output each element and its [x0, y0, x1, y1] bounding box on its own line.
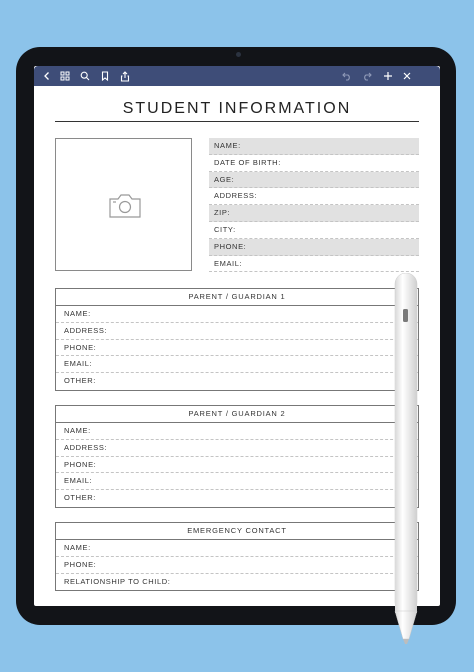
toolbar: [34, 66, 440, 86]
guardian1-email-field[interactable]: EMAIL:: [56, 356, 418, 373]
student-age-field[interactable]: AGE:: [209, 172, 419, 189]
guardian1-address-field[interactable]: ADDRESS:: [56, 323, 418, 340]
guardian1-phone-field[interactable]: PHONE:: [56, 340, 418, 357]
student-name-field[interactable]: NAME:: [209, 138, 419, 155]
student-zip-field[interactable]: ZIP:: [209, 205, 419, 222]
back-icon[interactable]: [38, 66, 56, 86]
front-camera: [236, 52, 241, 57]
student-city-field[interactable]: CITY:: [209, 222, 419, 239]
emergency-relationship-field[interactable]: RELATIONSHIP TO CHILD:: [64, 576, 171, 586]
section-title: EMERGENCY CONTACT: [56, 523, 418, 540]
stylus-pencil: [393, 273, 419, 645]
student-dob-field[interactable]: DATE OF BIRTH:: [209, 155, 419, 172]
redo-icon[interactable]: [358, 66, 376, 86]
grid-icon[interactable]: [56, 66, 74, 86]
guardian1-other-field[interactable]: OTHER:: [64, 376, 96, 386]
search-icon[interactable]: [76, 66, 94, 86]
guardian2-email-field[interactable]: EMAIL:: [56, 473, 418, 490]
camera-icon: [108, 193, 142, 224]
student-address-field[interactable]: ADDRESS:: [209, 188, 419, 205]
bookmark-icon[interactable]: [96, 66, 114, 86]
title-divider: [55, 121, 419, 122]
parent-guardian-1-section: [55, 288, 419, 391]
guardian1-name-field[interactable]: NAME:: [56, 306, 418, 323]
photo-placeholder[interactable]: [55, 138, 192, 271]
guardian2-address-field[interactable]: ADDRESS:: [56, 440, 418, 457]
page-title: STUDENT INFORMATION: [122, 100, 352, 117]
add-icon[interactable]: [379, 66, 397, 86]
screen: [34, 66, 440, 606]
close-icon[interactable]: [398, 66, 416, 86]
guardian2-phone-field[interactable]: PHONE:: [56, 457, 418, 474]
emergency-phone-field[interactable]: PHONE:: [56, 557, 418, 574]
student-email-field[interactable]: EMAIL:: [209, 256, 419, 273]
share-icon[interactable]: [116, 66, 134, 86]
undo-icon[interactable]: [338, 66, 356, 86]
student-fields: [209, 138, 419, 272]
section-title: PARENT / GUARDIAN 1: [56, 289, 418, 306]
parent-guardian-2-section: [55, 405, 419, 508]
student-phone-field[interactable]: PHONE:: [209, 239, 419, 256]
guardian2-other-field[interactable]: OTHER:: [64, 493, 96, 503]
section-title: PARENT / GUARDIAN 2: [56, 406, 418, 423]
emergency-name-field[interactable]: NAME:: [56, 540, 418, 557]
emergency-contact-section: [55, 522, 419, 591]
guardian2-name-field[interactable]: NAME:: [56, 423, 418, 440]
